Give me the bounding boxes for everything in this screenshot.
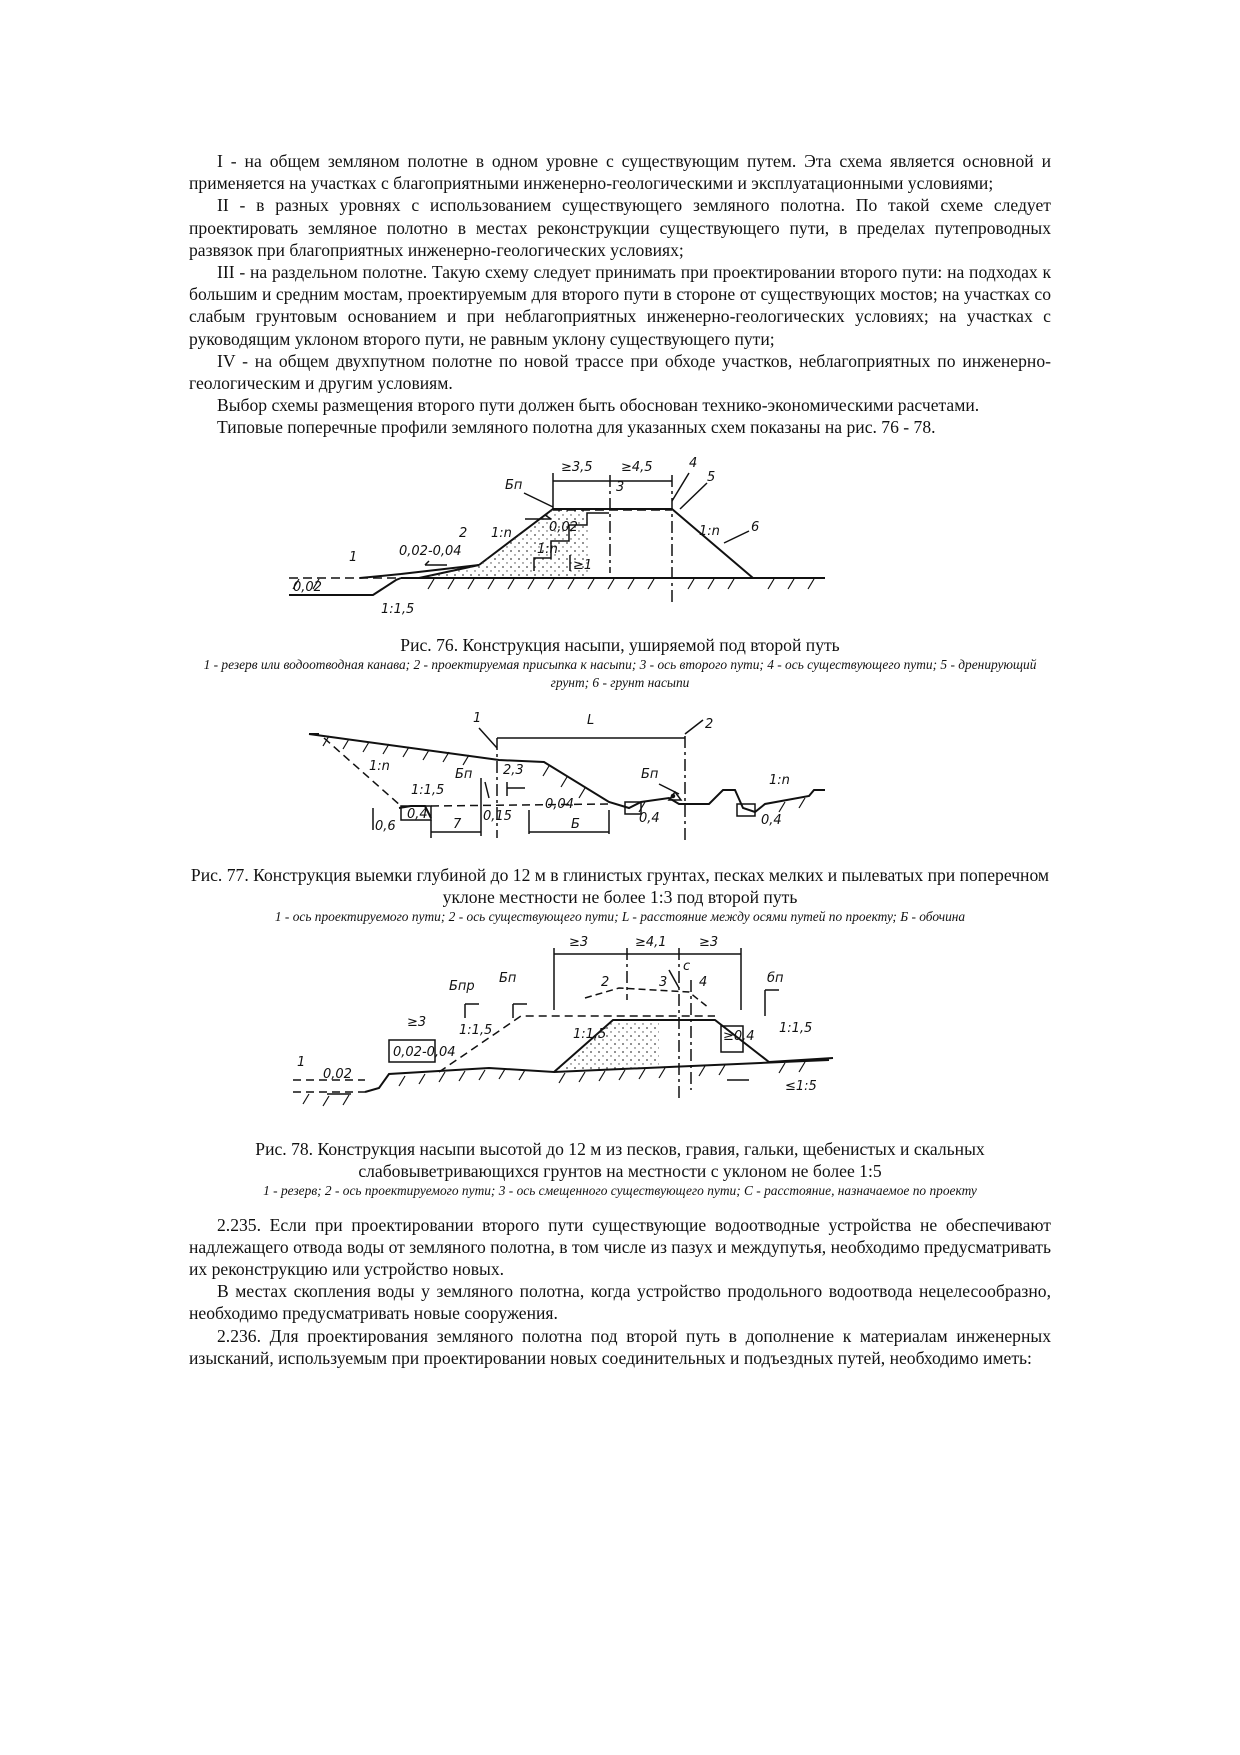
paragraph: 2.235. Если при проектировании второго пути существующие водоотводные устройства не обеспечивают надлежащего отвода воды от земляного полотна, в том числе из пазух и междупутья, необходимо предусматривать их реконструкцию или устройство новых. <box>189 1214 1051 1280</box>
fig78-label: 4 <box>699 974 708 990</box>
fig78-label: ≤1:5 <box>785 1078 817 1094</box>
fig76-label: 6 <box>751 519 760 535</box>
figure-76-drawing <box>189 453 1051 618</box>
paragraph: 2.236. Для проектирования земляного полотна под второй путь в дополнение к материалам инженерных изысканий, используемым при проектировании новых соединительных и подъездных путей, необходимо иметь: <box>189 1325 1051 1368</box>
fig78-label: 0,02-0,04 <box>393 1044 456 1060</box>
figure-78 <box>189 930 1051 1200</box>
figure-77-drawing <box>189 698 1051 848</box>
fig77-label: Бп <box>455 766 473 782</box>
fig77-label: 2 <box>705 716 714 732</box>
paragraph: II - в разных уровнях с использованием существующего земляного полотна. По такой схеме следует проектировать земляное полотно в местах реконструкции существующего пути, в пределах путепроводных развязок при благоприятных инженерно-геологических условиях; <box>189 195 1051 260</box>
fig77-label: 0,4 <box>407 806 428 822</box>
figure-77 <box>189 698 1051 926</box>
paragraph: Типовые поперечные профили земляного полотна для указанных схем показаны на рис. 76 - 78. <box>217 417 936 438</box>
figure-78-drawing <box>189 930 1051 1130</box>
fig78-label: Бпр <box>449 978 475 994</box>
figure-76 <box>189 453 1051 692</box>
fig78-label: 1:1,5 <box>459 1022 493 1038</box>
fig78-label: ≥4,1 <box>635 934 667 950</box>
paragraph: I - на общем земляном полотне в одном уровне с существующим путем. Эта схема является основной и применяется на участках с благоприятными инженерно-геологическими и эксплуатационными условиями; <box>189 151 1051 194</box>
fig76-label: ≥1 <box>573 557 593 573</box>
fig78-label: с <box>683 958 691 974</box>
figure-caption: Рис. 76. Конструкция насыпи, уширяемой под второй путь <box>400 634 840 655</box>
fig76-label: 1 <box>349 549 358 565</box>
fig76-label: 1:n <box>491 525 512 541</box>
fig77-label: 7 <box>453 816 462 832</box>
top-text <box>189 150 1051 439</box>
figure-legend: 1 - резерв или водоотводная канава; 2 - проектируемая присыпка к насыпи; 3 - ось второго пути; 4 - ось существующего пути; 5 - дренирующий грунт; 6 - грунт насыпи <box>203 656 1037 690</box>
figure-caption: Рис. 78. Конструкция насыпи высотой до 12 м из песков, гравия, гальки, щебенистых и скальных слабовыветривающихся грунтов на местности с уклоном не более 1:5 <box>255 1138 985 1181</box>
fig78-label: Бп <box>499 970 517 986</box>
fig78-label: ≥0,4 <box>723 1028 755 1044</box>
fig78-label: 1:1,5 <box>779 1020 813 1036</box>
fig76-label: 1:n <box>537 541 558 557</box>
fig76-label: 0,02 <box>549 519 578 535</box>
fig78-label: 0,02 <box>323 1066 352 1082</box>
document-page <box>189 150 1051 1369</box>
fig76-label: 1:1,5 <box>381 601 415 617</box>
fig77-label: Бп <box>641 766 659 782</box>
fig77-label: 0,4 <box>639 810 660 826</box>
paragraph: В местах скопления воды у земляного полотна, когда устройство продольного водоотвода нецелесообразно, необходимо предусматривать новые сооружения. <box>189 1281 1051 1324</box>
paragraph: III - на раздельном полотне. Такую схему следует принимать при проектировании второго пути: на подходах к большим и средним мостам, проектируемым для второго пути в стороне от существующих мостов; на участках со слабым грунтовым основанием и при неблагоприятных инженерно-геологических условиях; на участках с руководящим уклоном второго пути, не равным уклону существующего пути; <box>189 262 1051 349</box>
fig78-label: ≥3 <box>699 934 719 950</box>
figure-legend: 1 - резерв; 2 - ось проектируемого пути; 3 - ось смещенного существующего пути; С - расстояние, назначаемое по проекту <box>263 1182 977 1198</box>
fig77-label: 1:n <box>769 772 790 788</box>
fig76-label: 0,02-0,04 <box>399 543 462 559</box>
paragraph: Выбор схемы размещения второго пути должен быть обоснован технико-экономическими расчетами. <box>217 395 980 416</box>
fig76-label: Бп <box>505 477 523 493</box>
fig76-label: 2 <box>459 525 468 541</box>
fig76-label: 0,02 <box>293 579 322 595</box>
fig76-label: ≥3,5 <box>561 459 593 475</box>
figure-legend: 1 - ось проектируемого пути; 2 - ось существующего пути; L - расстояние между осями путей по проекту; Б - обочина <box>274 908 966 924</box>
fig77-label: 1 <box>473 710 482 726</box>
fig76-label: 3 <box>616 479 625 495</box>
fig77-label: 2,3 <box>503 762 524 778</box>
fig77-label: 0,4 <box>761 812 782 828</box>
fig76-label: 1:n <box>699 523 720 539</box>
bottom-text <box>189 1214 1051 1369</box>
paragraph: IV - на общем двухпутном полотне по новой трассе при обходе участков, неблагоприятных по инженерно-геологическим и другим условиям. <box>189 350 1051 394</box>
fig77-label: 1:n <box>369 758 390 774</box>
fig78-label: 2 <box>601 974 610 990</box>
fig77-label: 1:1,5 <box>411 782 445 798</box>
figure-caption: Рис. 77. Конструкция выемки глубиной до 12 м в глинистых грунтах, песках мелких и пылеватых при поперечном уклоне местности не более 1:3 под второй путь <box>190 864 1050 907</box>
fig76-label: 4 <box>689 455 698 471</box>
fig78-label: 3 <box>659 974 668 990</box>
fig78-label: ≥3 <box>569 934 589 950</box>
fig77-label: Б <box>571 816 580 832</box>
fig78-label: ≥3 <box>407 1014 427 1030</box>
fig77-label: L <box>587 712 595 728</box>
fig78-label: бп <box>767 970 784 986</box>
fig77-label: 0,15 <box>483 808 512 824</box>
fig76-label: ≥4,5 <box>621 459 653 475</box>
fig76-label: 5 <box>707 469 716 485</box>
fig78-label: 1 <box>297 1054 306 1070</box>
fig78-label: 1:1,5 <box>573 1026 607 1042</box>
fig77-label: 0,6 <box>375 818 396 834</box>
fig77-label: 0,04 <box>545 796 574 812</box>
